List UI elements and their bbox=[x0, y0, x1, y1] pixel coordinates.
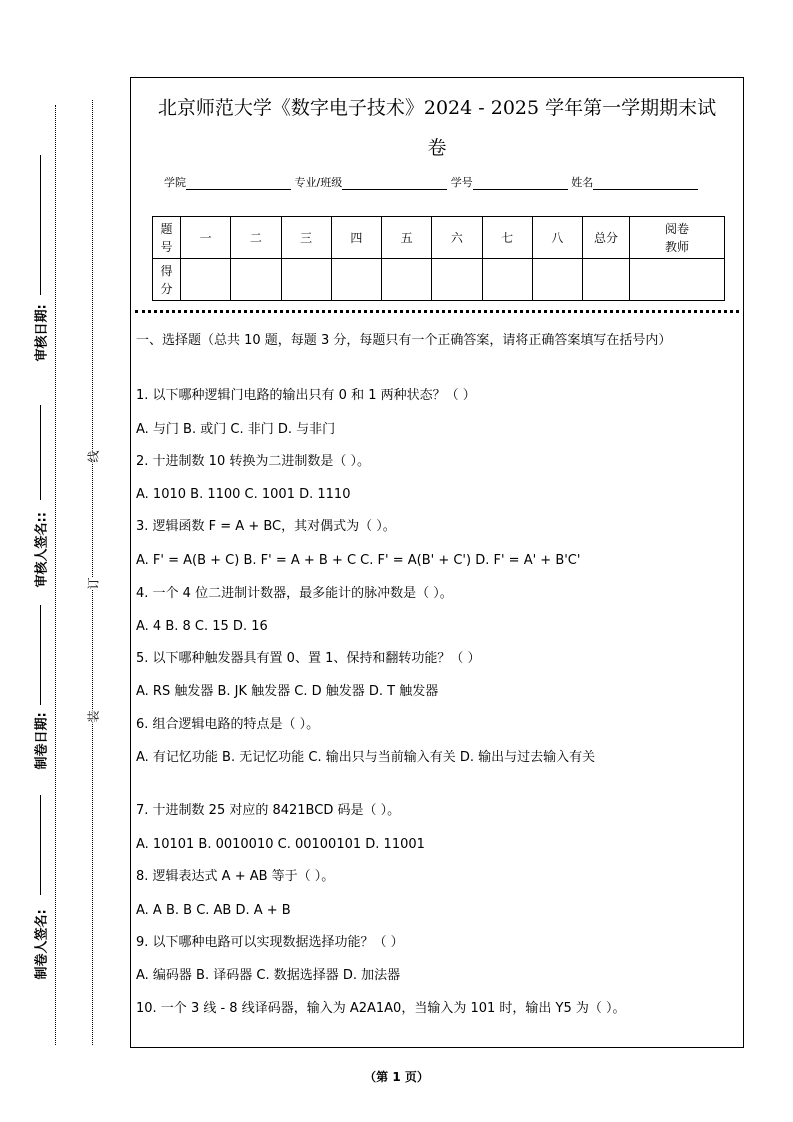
score-cell-grader[interactable] bbox=[630, 259, 725, 301]
score-table-header-row bbox=[153, 217, 725, 259]
make-date-underline bbox=[40, 605, 42, 705]
col-6: 六 bbox=[432, 217, 482, 259]
score-table bbox=[152, 216, 725, 301]
margin-dotted-line-outer bbox=[55, 105, 56, 1045]
score-cell-total[interactable] bbox=[583, 259, 630, 301]
row-label-score: 得 分 bbox=[153, 259, 181, 301]
exam-title-line1: 北京师范大学《数字电子技术》2024 - 2025 学年第一学期期末试 bbox=[157, 97, 717, 119]
question-7: 7. 十进制数 25 对应的 8421BCD 码是（ ）。 bbox=[136, 803, 401, 818]
options-3: A. F' = A(B + C) B. F' = A + B + C C. F' = A(B' + C') D. F' = A' + B'C' bbox=[136, 553, 581, 568]
page-footer: （第 1 页） bbox=[364, 1070, 429, 1084]
row-label-question: 题 号 bbox=[153, 217, 181, 259]
college-label: 学院 bbox=[164, 176, 186, 189]
question-3: 3. 逻辑函数 F = A + BC，其对偶式为（ ）。 bbox=[136, 519, 396, 534]
exam-title bbox=[131, 88, 743, 168]
score-cell[interactable] bbox=[432, 259, 482, 301]
score-cell[interactable] bbox=[532, 259, 582, 301]
col-2: 二 bbox=[231, 217, 281, 259]
review-date-underline bbox=[40, 155, 42, 295]
cut-line-char: 线 bbox=[86, 450, 101, 463]
cut-fold-char: 装 bbox=[86, 710, 101, 723]
options-4: A. 4 B. 8 C. 15 D. 16 bbox=[136, 619, 268, 634]
col-8: 八 bbox=[532, 217, 582, 259]
question-1: 1. 以下哪种逻辑门电路的输出只有 0 和 1 两种状态？（ ） bbox=[136, 388, 476, 403]
question-8: 8. 逻辑表达式 A + AB 等于（ ）。 bbox=[136, 869, 335, 884]
score-cell[interactable] bbox=[331, 259, 381, 301]
options-9: A. 编码器 B. 译码器 C. 数据选择器 D. 加法器 bbox=[136, 968, 401, 983]
col-4: 四 bbox=[331, 217, 381, 259]
student-id-field[interactable] bbox=[473, 177, 568, 190]
cut-bind-char: 订 bbox=[86, 577, 101, 590]
col-5: 五 bbox=[382, 217, 432, 259]
options-1: A. 与门 B. 或门 C. 非门 D. 与非门 bbox=[136, 422, 336, 437]
col-7: 七 bbox=[482, 217, 532, 259]
margin-dotted-line-inner bbox=[92, 100, 93, 1045]
score-cell[interactable] bbox=[281, 259, 331, 301]
score-cell[interactable] bbox=[181, 259, 231, 301]
question-2: 2. 十进制数 10 转换为二进制数是（ ）。 bbox=[136, 454, 370, 469]
maker-sign-label: 制卷人签名: bbox=[34, 909, 50, 980]
score-table-score-row bbox=[153, 259, 725, 301]
col-3: 三 bbox=[281, 217, 331, 259]
col-1: 一 bbox=[181, 217, 231, 259]
col-grader: 阅卷 教师 bbox=[630, 217, 725, 259]
exam-frame bbox=[130, 77, 744, 1048]
options-7: A. 10101 B. 0010010 C. 00100101 D. 11001 bbox=[136, 837, 425, 852]
question-5: 5. 以下哪种触发器具有置 0、置 1、保持和翻转功能？（ ） bbox=[136, 651, 481, 666]
college-field[interactable] bbox=[186, 177, 291, 190]
question-6: 6. 组合逻辑电路的特点是（ ）。 bbox=[136, 717, 320, 732]
major-label: 专业/班级 bbox=[294, 176, 343, 189]
score-cell[interactable] bbox=[231, 259, 281, 301]
score-cell[interactable] bbox=[482, 259, 532, 301]
section-title: 一、选择题（总共 10 题，每题 3 分，每题只有一个正确答案，请将正确答案填写在括号内） bbox=[136, 333, 672, 348]
question-4: 4. 一个 4 位二进制计数器，最多能计的脉冲数是（ ）。 bbox=[136, 586, 453, 601]
col-total: 总分 bbox=[583, 217, 630, 259]
major-field[interactable] bbox=[342, 177, 447, 190]
student-info-row bbox=[164, 174, 698, 190]
options-8: A. A B. B C. AB D. A + B bbox=[136, 903, 291, 918]
reviewer-sign-underline bbox=[40, 405, 42, 500]
score-cell[interactable] bbox=[382, 259, 432, 301]
student-id-label: 学号 bbox=[450, 176, 473, 189]
options-2: A. 1010 B. 1100 C. 1001 D. 1110 bbox=[136, 487, 351, 502]
options-6: A. 有记忆功能 B. 无记忆功能 C. 输出只与当前输入有关 D. 输出与过去输入有关 bbox=[136, 750, 596, 765]
dotted-separator bbox=[135, 310, 739, 313]
review-date-label: 审核日期: bbox=[34, 304, 50, 362]
question-9: 9. 以下哪种电路可以实现数据选择功能？（ ） bbox=[136, 935, 404, 950]
options-5: A. RS 触发器 B. JK 触发器 C. D 触发器 D. T 触发器 bbox=[136, 684, 439, 699]
name-label: 姓名 bbox=[571, 176, 594, 189]
question-10: 10. 一个 3 线 - 8 线译码器，输入为 A2A1A0，当输入为 101 时，输出 Y5 为（ ）。 bbox=[136, 1001, 626, 1016]
name-field[interactable] bbox=[593, 177, 698, 190]
exam-title-line2: 卷 bbox=[427, 137, 447, 159]
make-date-label: 制卷日期: bbox=[34, 712, 50, 770]
maker-sign-underline bbox=[40, 795, 42, 895]
reviewer-sign-label: 审核人签名:: bbox=[34, 512, 50, 588]
